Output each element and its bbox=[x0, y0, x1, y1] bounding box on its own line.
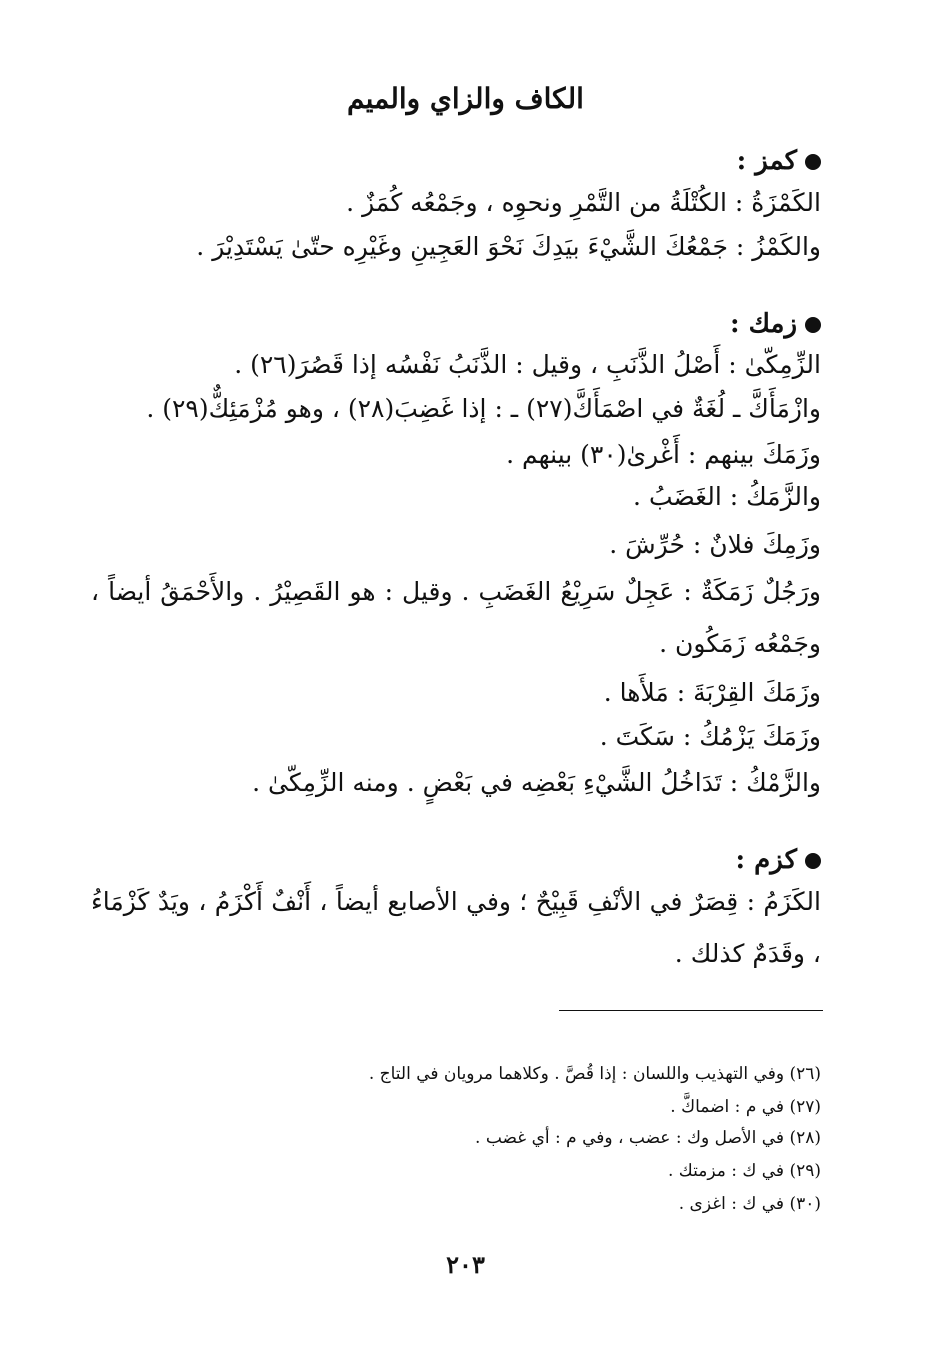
footnote: (٢٨) في الأصل وك : عضب ، وفي م : أي غضب . bbox=[475, 1128, 821, 1148]
page-title: الكاف والزاي والميم bbox=[347, 82, 584, 115]
entry-line: الزِّمِكّىٰ : أَصْلُ الذَّنَبِ ، وقيل : الذَّنَبُ نَفْسُه إذا قَصُرَ(٢٦) . bbox=[234, 350, 821, 379]
entry-head-zamk: زمك : bbox=[730, 309, 821, 339]
entry-head-kazm: كزم : bbox=[736, 845, 821, 875]
entry-line: وزَمَكَ يَزْمُكُ : سَكَتَ . bbox=[599, 722, 821, 751]
entry-line: والزَّمَكُ : الغَضَبُ . bbox=[633, 482, 821, 511]
footnote: (٢٧) في م : اضماكَّ . bbox=[670, 1097, 821, 1117]
footnote: (٢٦) وفي التهذيب واللسان : إذا قُصَّ . وكلاهما مرويان في التاج . bbox=[368, 1064, 821, 1084]
entry-line: الكَمْزَةُ : الكُتْلَةُ من التَّمْرِ ونحوِه ، وجَمْعُه كُمَزٌ . bbox=[346, 188, 821, 217]
footnote: (٢٩) في ك : مزمتك . bbox=[667, 1161, 821, 1181]
bullet-icon bbox=[805, 853, 821, 869]
page-number: ٢٠٣ bbox=[446, 1250, 485, 1279]
entry-line: وازْمَأَكَّ ـ لُغَةٌ في اصْمَأَكَّ(٢٧) ـ : إذا غَضِبَ(٢٨) ، وهو مُزْمَئِكٌّ(٢٩) . bbox=[146, 394, 821, 423]
entry-line: والزَّمْكُ : تَدَاخُلُ الشَّيْءِ بَعْضِه في بَعْضٍ . ومنه الزِّمِكّىٰ . bbox=[252, 768, 821, 797]
bullet-icon bbox=[805, 317, 821, 333]
footnote: (٣٠) في ك : اغزى . bbox=[678, 1194, 821, 1214]
entry-line: والكَمْزُ : جَمْعُكَ الشَّيْءَ بيَدِكَ نَحْوَ العَجِينِ وغَيْرِه حتّىٰ يَسْتَدِيْرَ . bbox=[196, 232, 821, 261]
entry-line: وزَمَكَ بينهم : أَغْرىٰ(٣٠) بينهم . bbox=[506, 440, 821, 469]
entry-head-kamz: كمز : bbox=[737, 146, 821, 176]
entry-paragraph: الكَزَمُ : قِصَرٌ في الأنْفِ قَبِيْحٌ ؛ وفي الأصابع أيضاً ، أَنْفٌ أَكْزَمُ ، ويَدٌ كَزْمَاءُ ، وقَدَمٌ كذلك . bbox=[91, 887, 821, 968]
bullet-icon bbox=[805, 154, 821, 170]
footnote-separator bbox=[559, 1010, 823, 1011]
entry-paragraph: ورَجُلٌ زَمَكَةٌ : عَجِلٌ سَرِيْعُ الغَضَبِ . وقيل : هو القَصِيْرُ . والأَحْمَقُ أيضاً ، وجَمْعُه زَمَكُون . bbox=[91, 577, 821, 658]
entry-line: وزَمِكَ فلانٌ : حُرِّشَ . bbox=[609, 530, 821, 559]
entry-line: وزَمَكَ القِرْبَةَ : مَلأَها . bbox=[603, 678, 821, 707]
